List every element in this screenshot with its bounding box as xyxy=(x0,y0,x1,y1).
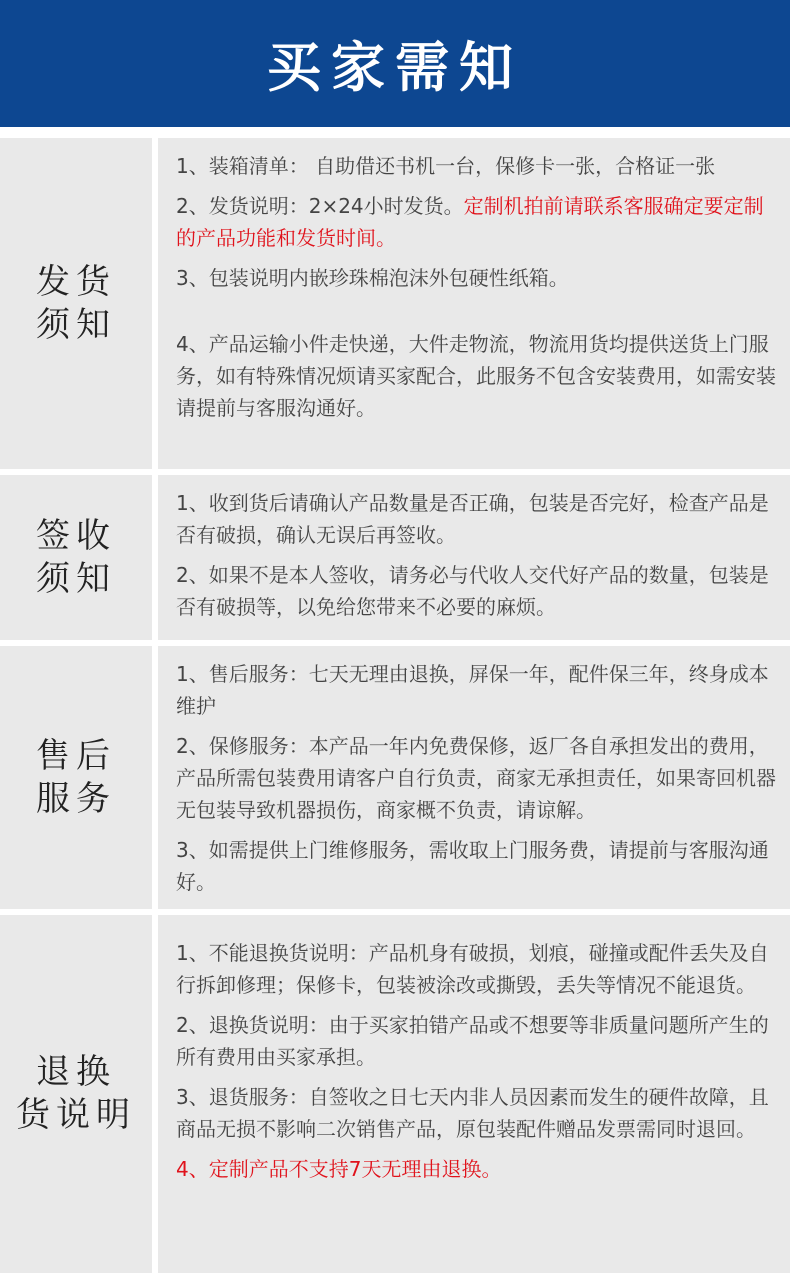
list-item: 2、如果不是本人签收，请务必与代收人交代好产品的数量，包装是否有破损等，以免给您带来不必要的麻烦。 xyxy=(176,563,769,619)
section-label-line: 发货 xyxy=(36,261,116,302)
section-label-line: 须知 xyxy=(36,304,116,345)
page-title: 买家需知 xyxy=(267,36,523,99)
header-banner xyxy=(0,0,790,127)
list-item: 1、售后服务：七天无理由退换，屏保一年，配件保三年，终身成本维护 xyxy=(176,662,769,718)
list-item: 2、保修服务：本产品一年内免费保修，返厂各自承担发出的费用，产品所需包装费用请客户自行负责，商家无承担责任，如果寄回机器无包装导致机器损伤，商家概不负责，请谅解。 xyxy=(176,734,776,822)
section-label-line: 须知 xyxy=(36,558,116,599)
section-content xyxy=(158,915,790,1273)
highlight-text: 4、定制产品不支持7天无理由退换。 xyxy=(176,1157,502,1181)
section-after-sales xyxy=(0,646,790,909)
list-item xyxy=(176,190,782,254)
list-item: 4、产品运输小件走快递，大件走物流，物流用货均提供送货上门服务，如有特殊情况烦请买家配合，此服务不包含安装费用，如需安装请提前与客服沟通好。 xyxy=(176,332,776,420)
section-label xyxy=(0,138,152,469)
list-item: 3、退货服务：自签收之日七天内非人员因素而发生的硬件故障，且商品无损不影响二次销售产品，原包装配件赠品发票需同时退回。 xyxy=(176,1085,769,1141)
highlight-text: 定制机拍前请联系客服确定要定制的产品功能和发货时间。 xyxy=(176,194,764,250)
section-label-line: 签收 xyxy=(36,515,116,556)
list-item: 1、不能退换货说明：产品机身有破损，划痕，碰撞或配件丢失及自行拆卸修理；保修卡，包装被涂改或撕毁，丢失等情况不能退货。 xyxy=(176,941,769,997)
section-label-line: 售后 xyxy=(36,735,116,776)
list-item: 2、退换货说明：由于买家拍错产品或不想要等非质量问题所产生的所有费用由买家承担。 xyxy=(176,1013,769,1069)
section-receipt-notice xyxy=(0,475,790,640)
section-content xyxy=(158,138,790,469)
list-item: 3、包装说明内嵌珍珠棉泡沫外包硬性纸箱。 xyxy=(176,266,569,290)
section-content xyxy=(158,475,790,640)
section-label xyxy=(0,915,152,1273)
item-text: 2、发货说明：2×24小时发货。 xyxy=(176,194,464,218)
list-item: 1、收到货后请确认产品数量是否正确，包装是否完好，检查产品是否有破损，确认无误后再签收。 xyxy=(176,491,769,547)
list-item: 3、如需提供上门维修服务，需收取上门服务费，请提前与客服沟通好。 xyxy=(176,838,769,894)
section-label-line: 退换 xyxy=(36,1052,116,1092)
section-content xyxy=(158,646,790,909)
section-returns xyxy=(0,915,790,1273)
section-label xyxy=(0,475,152,640)
spacer xyxy=(0,127,790,138)
section-shipping-notice xyxy=(0,138,790,469)
section-label-line: 服务 xyxy=(36,778,116,819)
section-label xyxy=(0,646,152,909)
section-label-line: 货说明 xyxy=(16,1095,136,1135)
list-item: 1、装箱清单： 自助借还书机一台，保修卡一张，合格证一张 xyxy=(176,154,716,178)
